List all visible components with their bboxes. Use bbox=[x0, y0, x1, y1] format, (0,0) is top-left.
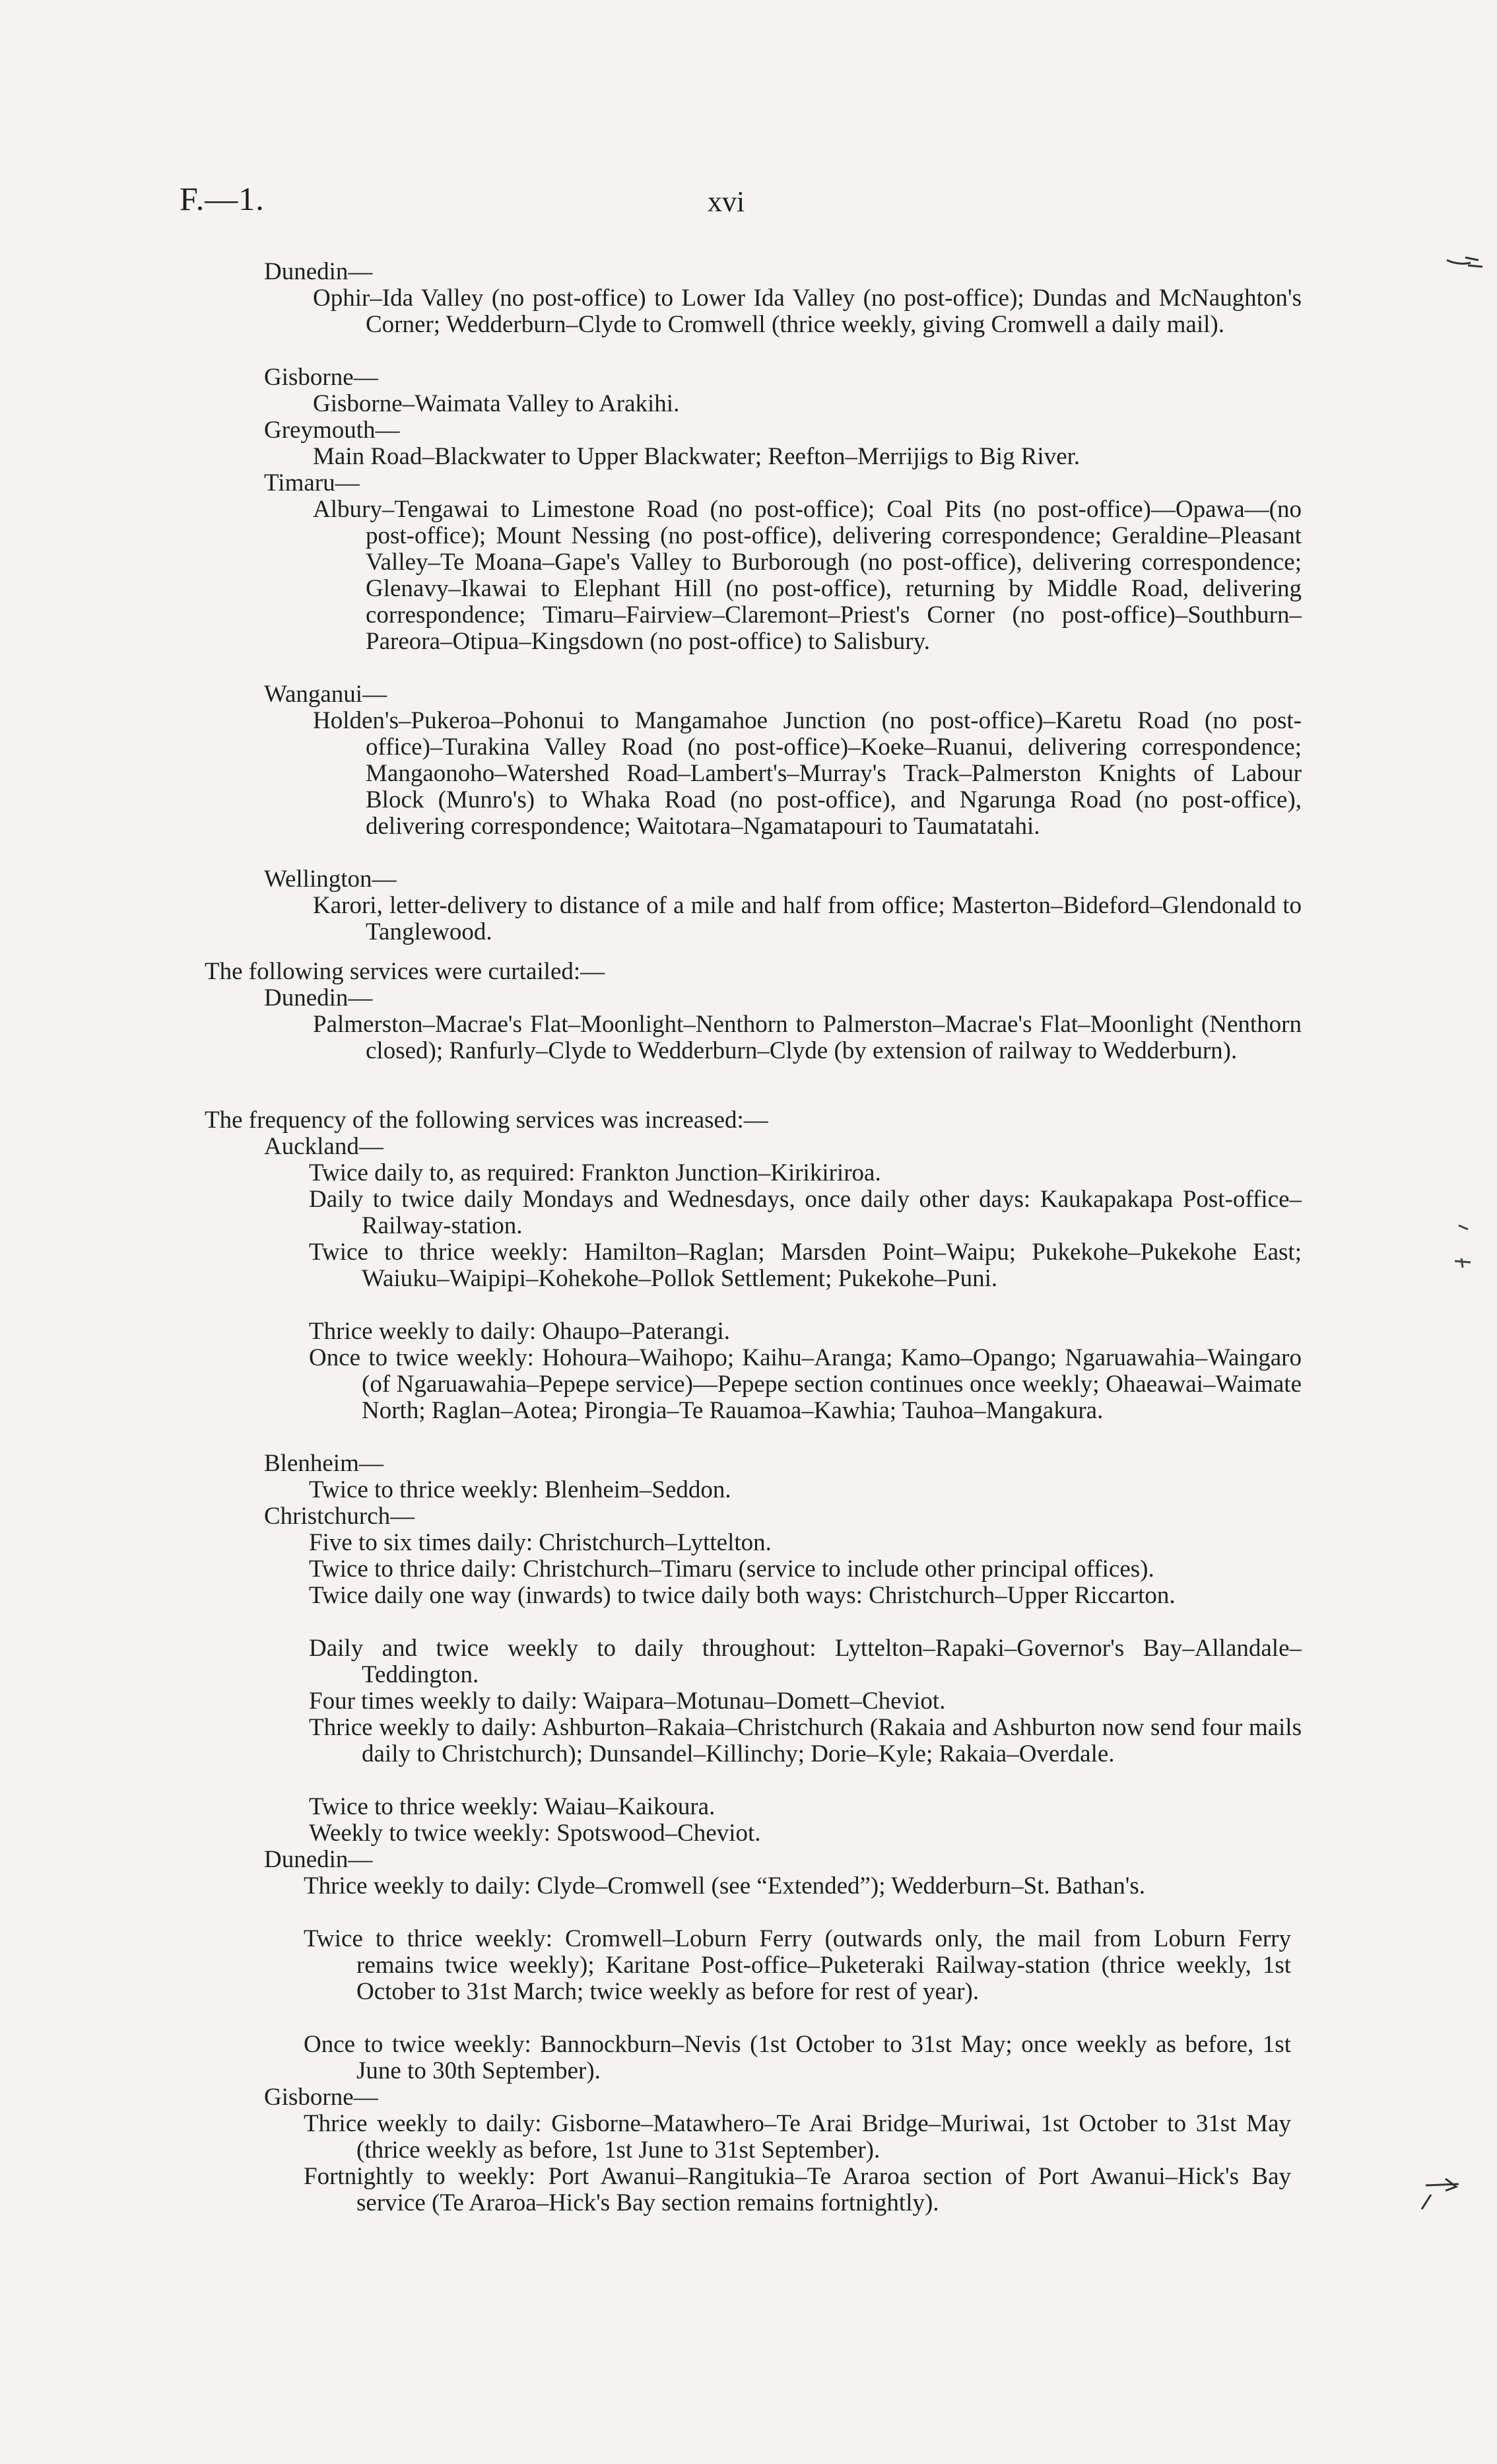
service-entry: Thrice weekly to daily: Gisborne–Matawhero–Te Arai Bridge–Muriwai, 1st October to 31st May (thrice weekly as before, 1st June to 31st September). bbox=[304, 2110, 1291, 2164]
service-entry: Thrice weekly to daily: Clyde–Cromwell (see “Extended”); Wedderburn–St. Bathan's. bbox=[304, 1872, 1146, 1899]
margin-scan-mark bbox=[1419, 2172, 1472, 2212]
service-entry: Twice daily one way (inwards) to twice daily both ways: Christchurch–Upper Riccarton. bbox=[309, 1582, 1176, 1609]
service-entry: Daily and twice weekly to daily throughout: Lyttelton–Rapaki–Governor's Bay–Allandale–Teddington. bbox=[309, 1635, 1302, 1688]
district-heading-christchurch: Christchurch— bbox=[264, 1503, 415, 1530]
service-entry: Albury–Tengawai to Limestone Road (no post-office); Coal Pits (no post-office)—Opawa—(no post-office); Mount Nessing (no post-office), delivering correspondence; Geraldine–Pleasant Valley–Te Moana–Gape's Valley to Burborough (no post-office), delivering correspondence; Glenavy–Ikawai to Elephant Hill (no post-office), returning by Middle Road, delivering correspondence; Timaru–Fairview–Claremont–Priest's Corner (no post-office)–Southburn–Pareora–Otipua–Kingsdown (no post-office) to Salisbury. bbox=[313, 496, 1302, 655]
margin-scan-mark bbox=[1446, 251, 1485, 277]
district-heading-gisborne: Gisborne— bbox=[264, 2084, 378, 2111]
service-entry: Twice to thrice weekly: Waiau–Kaikoura. bbox=[309, 1793, 715, 1820]
service-entry: Twice to thrice weekly: Blenheim–Seddon. bbox=[309, 1476, 731, 1503]
district-heading-greymouth: Greymouth— bbox=[264, 417, 400, 444]
service-entry: Gisborne–Waimata Valley to Arakihi. bbox=[313, 390, 680, 417]
district-heading-auckland: Auckland— bbox=[264, 1133, 383, 1160]
service-entry: Daily to twice daily Mondays and Wednesdays, once daily other days: Kaukapakapa Post-office–Railway-station. bbox=[309, 1186, 1302, 1239]
service-entry: Once to twice weekly: Bannockburn–Nevis (1st October to 31st May; once weekly as before, 1st June to 30th September). bbox=[304, 2031, 1291, 2084]
service-entry: Holden's–Pukeroa–Pohonui to Mangamahoe Junction (no post-office)–Karetu Road (no post-office)–Turakina Valley Road (no post-office)–Koeke–Ruanui, delivering correspondence; Mangaonoho–Watershed Road–Lambert's–Murray's Track–Palmerston Knights of Labour Block (Munro's) to Whaka Road (no post-office), and Ngarunga Road (no post-office), delivering correspondence; Waitotara–Ngamatapouri to Taumatatahi. bbox=[313, 707, 1302, 840]
district-heading-dunedin: Dunedin— bbox=[264, 258, 373, 285]
service-entry: Weekly to twice weekly: Spotswood–Cheviot. bbox=[309, 1820, 761, 1847]
service-entry: Thrice weekly to daily: Ashburton–Rakaia–Christchurch (Rakaia and Ashburton now send four mails daily to Christchurch); Dunsandel–Killinchy; Dorie–Kyle; Rakaia–Overdale. bbox=[309, 1714, 1302, 1767]
section-reference: F.—1. bbox=[180, 180, 265, 217]
service-entry: Twice daily to, as required: Frankton Junction–Kirikiriroa. bbox=[309, 1159, 881, 1186]
service-entry: Four times weekly to daily: Waipara–Motunau–Domett–Cheviot. bbox=[309, 1688, 946, 1715]
service-entry: Twice to thrice daily: Christchurch–Timaru (service to include other principal offices). bbox=[309, 1556, 1154, 1583]
service-entry: Fortnightly to weekly: Port Awanui–Rangitukia–Te Araroa section of Port Awanui–Hick's Bay service (Te Araroa–Hick's Bay section remains fortnightly). bbox=[304, 2163, 1291, 2216]
page-number: xvi bbox=[708, 186, 745, 218]
district-heading-dunedin: Dunedin— bbox=[264, 984, 373, 1011]
district-heading-dunedin: Dunedin— bbox=[264, 1846, 373, 1873]
district-heading-gisborne: Gisborne— bbox=[264, 364, 378, 391]
service-entry: Twice to thrice weekly: Cromwell–Loburn Ferry (outwards only, the mail from Loburn Ferry remains twice weekly); Karitane Post-office–Puketeraki Railway-station (thrice weekly, 1st October to 31st March; twice weekly as before for rest of year). bbox=[304, 1925, 1291, 2005]
district-heading-timaru: Timaru— bbox=[264, 469, 360, 496]
service-entry: Once to twice weekly: Hohoura–Waihopo; Kaihu–Aranga; Kamo–Opango; Ngaruawahia–Waingaro (of Ngaruawahia–Pepepe service)—Pepepe section continues once weekly; Ohaeawai–Waimate North; Raglan–Aotea; Pirongia–Te Rauamoa–Kawhia; Tauhoa–Mangakura. bbox=[309, 1344, 1302, 1424]
service-entry: Ophir–Ida Valley (no post-office) to Lower Ida Valley (no post-office); Dundas and McNaughton's Corner; Wedderburn–Clyde to Cromwell (thrice weekly, giving Cromwell a daily mail). bbox=[313, 285, 1302, 338]
service-entry: Main Road–Blackwater to Upper Blackwater; Reefton–Merrijigs to Big River. bbox=[313, 443, 1081, 470]
section-intro-increased: The frequency of the following services was increased:— bbox=[205, 1107, 768, 1134]
section-intro-curtailed: The following services were curtailed:— bbox=[205, 958, 605, 985]
margin-scan-mark bbox=[1446, 1221, 1479, 1287]
service-entry: Palmerston–Macrae's Flat–Moonlight–Nenthorn to Palmerston–Macrae's Flat–Moonlight (Nenthorn closed); Ranfurly–Clyde to Wedderburn–Clyde (by extension of railway to Wedderburn). bbox=[313, 1011, 1302, 1064]
district-heading-blenheim: Blenheim— bbox=[264, 1450, 383, 1477]
district-heading-wanganui: Wanganui— bbox=[264, 681, 387, 708]
service-entry: Thrice weekly to daily: Ohaupo–Paterangi. bbox=[309, 1318, 731, 1345]
district-heading-wellington: Wellington— bbox=[264, 866, 397, 893]
service-entry: Five to six times daily: Christchurch–Lyttelton. bbox=[309, 1529, 772, 1556]
service-entry: Karori, letter-delivery to distance of a mile and half from office; Masterton–Bideford–Glendonald to Tanglewood. bbox=[313, 892, 1302, 945]
service-entry: Twice to thrice weekly: Hamilton–Raglan; Marsden Point–Waipu; Pukekohe–Pukekohe East; Waiuku–Waipipi–Kohekohe–Pollok Settlement; Pukekohe–Puni. bbox=[309, 1239, 1302, 1292]
